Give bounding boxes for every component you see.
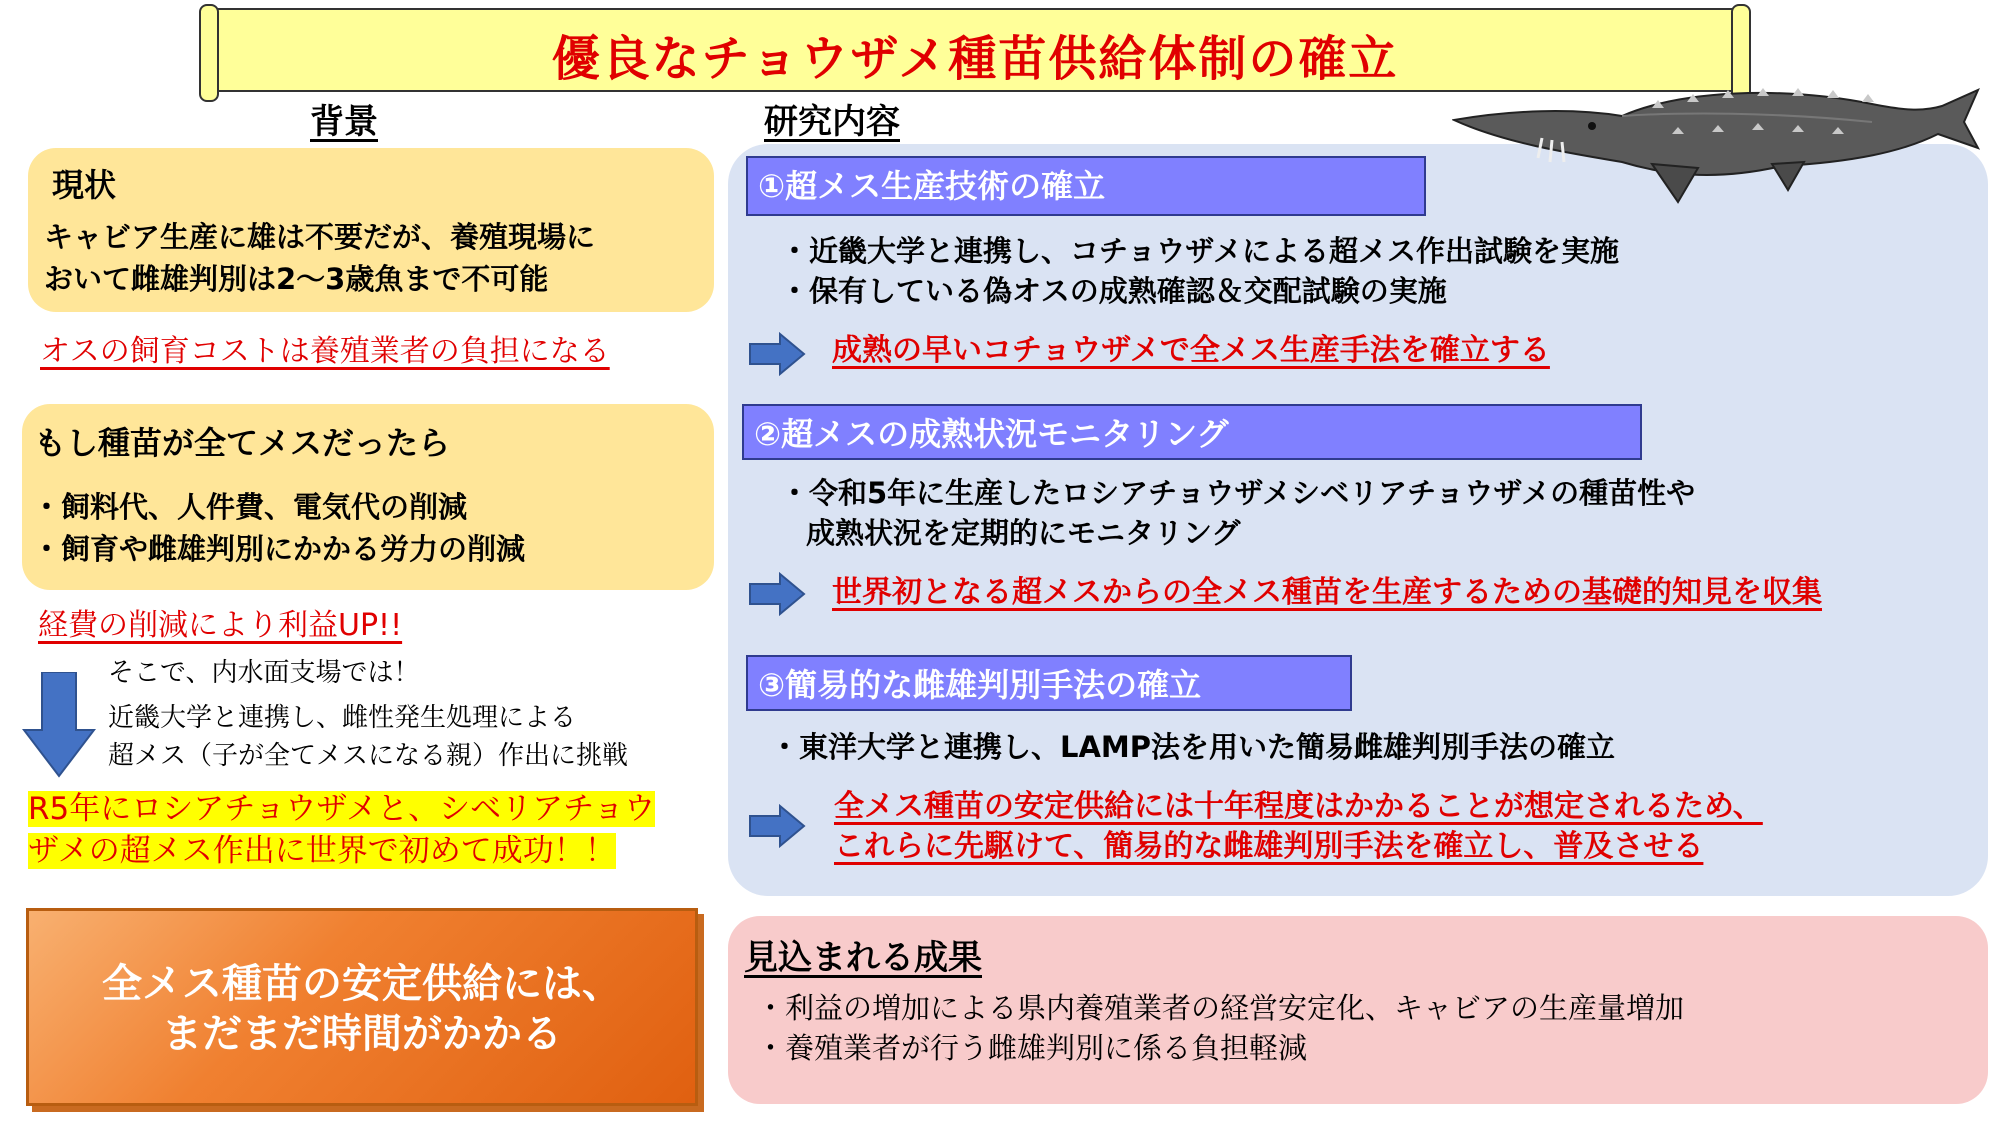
conclusion-line-2: まだまだ時間がかかる (162, 1011, 562, 1057)
research-item-3-result-line-1: 全メス種苗の安定供給には十年程度はかかることが想定されるため、 (834, 789, 1763, 824)
research-item-1-bullet-2: ・保有している偽オスの成熟確認＆交配試験の実施 (780, 274, 1447, 308)
cost-burden-note: オスの飼育コストは養殖業者の負担になる (40, 334, 610, 369)
research-item-2-bullet-2: 成熟状況を定期的にモニタリング (806, 516, 1241, 550)
profit-up-note: 経費の削減により利益UP!! (38, 608, 403, 643)
branch-note-3: 超メス（子が全てメスになる親）作出に挑戦 (108, 741, 629, 771)
right-arrow-icon (748, 332, 806, 376)
outcome-heading: 見込まれる成果 (744, 938, 982, 978)
success-highlight (28, 788, 655, 872)
all-female-bullet-2: ・飼育や雌雄判別にかかる労力の削減 (32, 532, 526, 566)
outcome-bullet-1: ・利益の増加による県内養殖業者の経営安定化、キャビアの生産量増加 (756, 991, 1685, 1025)
down-arrow-icon (22, 672, 96, 778)
research-item-2-bullet-1: ・令和5年に生産したロシアチョウザメシベリアチョウザメの種苗性や (780, 476, 1696, 510)
all-female-heading: もし種苗が全てメスだったら (34, 424, 451, 462)
background-heading: 背景 (310, 102, 378, 142)
branch-note-1: そこで、内水面支場では！ (108, 658, 420, 688)
branch-note-2: 近畿大学と連携し、雌性発生処理による (108, 703, 577, 733)
research-item-1-result: 成熟の早いコチョウザメで全メス生産手法を確立する (832, 333, 1550, 368)
research-item-2-heading: ②超メスの成熟状況モニタリング (742, 404, 1642, 460)
current-status-heading: 現状 (52, 166, 117, 204)
success-highlight-line-1: R5年にロシアチョウザメと、シベリアチョウ (28, 791, 656, 827)
research-item-2-result: 世界初となる超メスからの全メス種苗を生産するための基礎的知見を収集 (832, 575, 1822, 610)
all-female-bullet-1: ・飼料代、人件費、電気代の削減 (32, 490, 468, 524)
page-title: 優良なチョウザメ種苗供給体制の確立 (551, 31, 1399, 87)
research-item-3-heading: ③簡易的な雌雄判別手法の確立 (746, 655, 1352, 711)
right-arrow-icon (748, 572, 806, 616)
current-status-line-2: おいて雌雄判別は2～3歳魚まで不可能 (44, 262, 549, 296)
right-arrow-icon (748, 804, 806, 848)
success-highlight-line-2: ザメの超メス作出に世界で初めて成功！！ (28, 833, 616, 869)
outcome-bullet-2: ・養殖業者が行う雌雄判別に係る負担軽減 (756, 1031, 1308, 1065)
research-item-1-heading: ①超メス生産技術の確立 (746, 156, 1426, 216)
outcome-box (728, 916, 1988, 1104)
research-item-1-bullet-1: ・近畿大学と連携し、コチョウザメによる超メス作出試験を実施 (780, 234, 1619, 268)
current-status-line-1: キャビア生産に雄は不要だが、養殖現場に (44, 220, 596, 254)
conclusion-box (26, 908, 698, 1106)
all-female-box (22, 404, 714, 590)
research-item-3-result-line-2: これらに先駆けて、簡易的な雌雄判別手法を確立し、普及させる (834, 829, 1704, 864)
research-item-3-bullet-1: ・東洋大学と連携し、LAMP法を用いた簡易雌雄判別手法の確立 (770, 730, 1616, 764)
research-heading: 研究内容 (764, 102, 900, 142)
title-banner (205, 8, 1745, 92)
sturgeon-icon (1452, 82, 1980, 214)
current-status-box (28, 148, 714, 312)
conclusion-line-1: 全メス種苗の安定供給には、 (102, 961, 622, 1007)
